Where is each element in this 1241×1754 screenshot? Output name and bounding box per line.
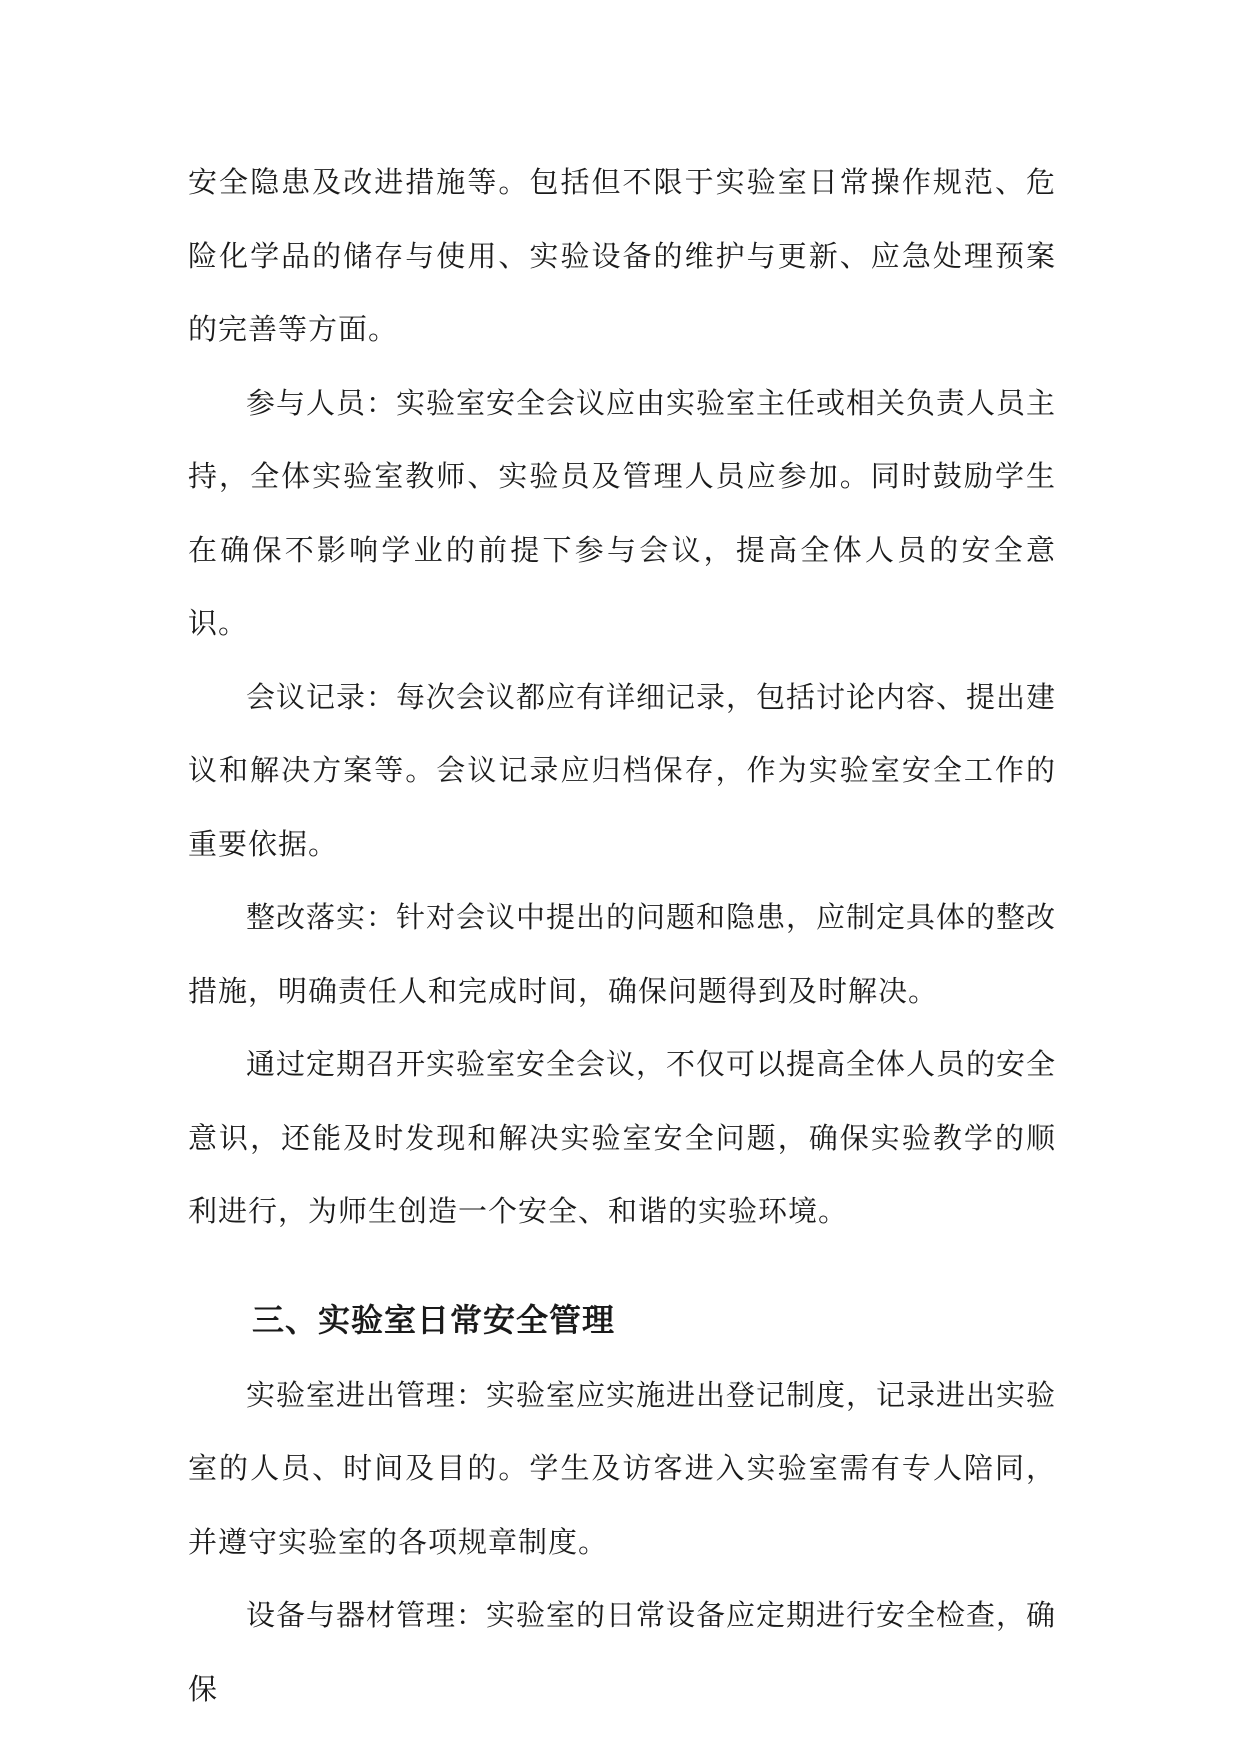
- paragraph-safety-topics: 安全隐患及改进措施等。包括但不限于实验室日常操作规范、危险化学品的储存与使用、实验设备的维护与更新、应急处理预案的完善等方面。: [188, 165, 1056, 346]
- paragraph-summary: 通过定期召开实验室安全会议，不仅可以提高全体人员的安全意识，还能及时发现和解决实验室安全问题，确保实验教学的顺利进行，为师生创造一个安全、和谐的实验环境。: [188, 1047, 1057, 1228]
- paragraph-rectification: 整改落实：针对会议中提出的问题和隐患，应制定具体的整改措施，明确责任人和完成时间，确保问题得到及时解决。: [188, 900, 1057, 1008]
- paragraph-meeting-records: 会议记录：每次会议都应有详细记录，包括讨论内容、提出建议和解决方案等。会议记录应归档保存，作为实验室安全工作的重要依据。: [188, 679, 1057, 861]
- paragraph-access-management: 实验室进出管理：实验室应实施进出登记制度，记录进出实验室的人员、时间及目的。学生及访客进入实验室需有专人陪同，并遵守实验室的各项规章制度。: [188, 1377, 1057, 1559]
- paragraph-participants: 参与人员：实验室安全会议应由实验室主任或相关负责人员主持，全体实验室教师、实验员及管理人员应参加。同时鼓励学生在确保不影响学业的前提下参与会议，提高全体人员的安全意识。: [188, 385, 1057, 640]
- paragraph-equipment-management: 设备与器材管理：实验室的日常设备应定期进行安全检查，确保: [188, 1598, 1057, 1706]
- page-content: [188, 146, 1056, 1726]
- section-heading: 三、实验室日常安全管理: [252, 1300, 616, 1339]
